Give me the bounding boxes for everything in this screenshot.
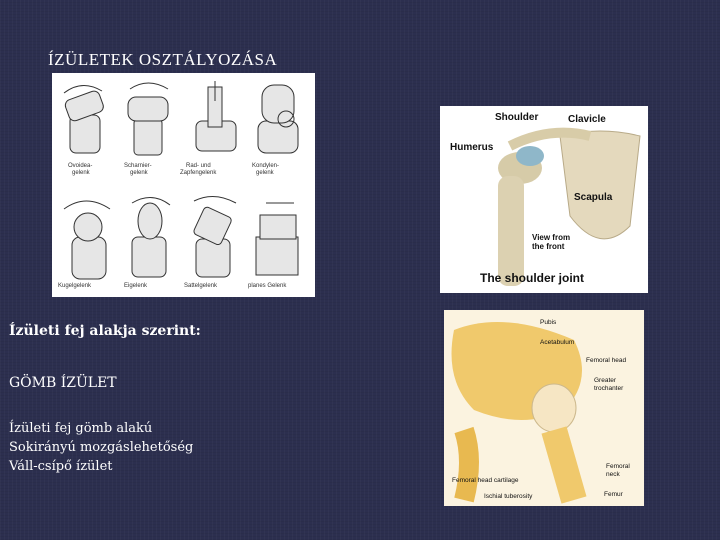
joint-label-4: Kondylen-	[252, 163, 280, 169]
slide-title: ÍZÜLETEK OSZTÁLYOZÁSA	[48, 50, 278, 69]
svg-text:gelenk: gelenk	[256, 170, 274, 176]
joint-label-5: Kugelgelenk	[58, 283, 92, 289]
svg-text:gelenk: gelenk	[72, 170, 90, 176]
section-heading: Ízületi fej alakja szerint:	[9, 323, 201, 339]
svg-text:neck: neck	[606, 471, 620, 478]
hip-label-ischial: Ischial tuberosity	[484, 493, 533, 500]
joint-icon-3	[196, 81, 236, 151]
hip-label-acetabulum: Acetabulum	[540, 339, 575, 346]
joint-label-3: Rad- und	[186, 163, 211, 169]
joint-label-7: Sattelgelenk	[184, 283, 218, 289]
hip-label-femoral-head: Femoral head	[586, 357, 627, 364]
label-view-line2: the front	[532, 242, 565, 251]
label-scapula: Scapula	[574, 192, 613, 203]
joint-types-diagram	[52, 73, 315, 297]
joint-icon-2	[128, 83, 168, 155]
label-view-line1: View from	[532, 233, 571, 242]
hip-label-femur: Femur	[604, 491, 623, 498]
label-humerus: Humerus	[450, 142, 494, 153]
joint-label-2: Scharnier-	[124, 163, 152, 169]
joint-label-6: Eigelenk	[124, 283, 148, 289]
hip-label-cartilage: Femoral head cartilage	[452, 477, 519, 484]
joint-icon-5	[64, 201, 110, 279]
section-subheading: GÖMB ÍZÜLET	[9, 375, 117, 391]
hip-label-greater-trochanter: Greater	[594, 377, 617, 384]
shoulder-caption: The shoulder joint	[480, 271, 584, 285]
bullet-list	[9, 419, 193, 476]
label-clavicle: Clavicle	[568, 114, 606, 125]
label-shoulder: Shoulder	[495, 112, 539, 123]
shoulder-joint-figure	[440, 106, 648, 293]
joint-icon-4	[258, 85, 298, 153]
joint-label-1: Ovoidea-	[68, 163, 93, 169]
bullet-item: Váll-csípő ízület	[9, 459, 113, 474]
svg-text:Zapfengelenk: Zapfengelenk	[180, 170, 217, 176]
hip-joint-figure	[444, 310, 644, 506]
hip-label-femoral-neck: Femoral	[606, 463, 630, 470]
joint-icon-6	[132, 197, 170, 277]
svg-text:gelenk: gelenk	[130, 170, 148, 176]
joint-label-8: planes Gelenk	[248, 283, 287, 289]
hip-label-pubis: Pubis	[540, 319, 557, 326]
joint-types-figure	[52, 73, 315, 297]
joint-icon-8	[256, 203, 298, 275]
svg-text:trochanter: trochanter	[594, 385, 624, 392]
joint-icon-7	[193, 196, 236, 277]
bullet-item: Sokirányú mozgáslehetőség	[9, 440, 194, 455]
bullet-item: Ízületi fej gömb alakú	[9, 421, 153, 436]
joint-icon-1	[64, 85, 105, 153]
